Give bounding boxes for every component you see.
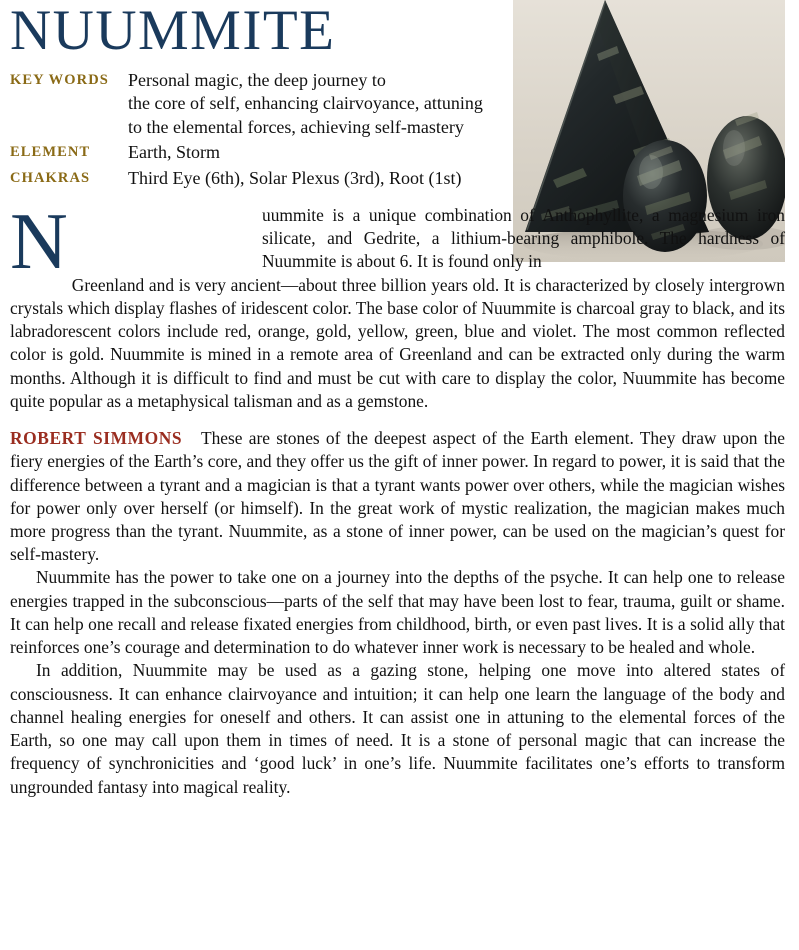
fact-label-keywords: KEY WORDS	[10, 72, 109, 88]
simmons-paragraph-1	[10, 427, 785, 566]
fact-value-chakras: Third Eye (6th), Solar Plexus (3rd), Root (1st)	[128, 167, 462, 188]
intro-paragraph	[10, 197, 785, 413]
intro-remainder: Greenland and is very ancient—about three billion years old. It is characterized by closely intergrown crystals which display flashes of iridescent color. The base color of Nuummite is charcoal gray to black, and its labradorescent colors include red, orange, gold, yellow, green, blue and violet. The most common reflected color is gold. Nuummite is mined in a remote area of Greenland and can be extracted only during the warm months. Although it is difficult to find and must be cut with care to display the color, Nuummite has become quite popular as a metaphysical talisman and as a gemstone.	[10, 274, 785, 411]
keywords-line-3: to the elemental forces, achieving self-mastery	[128, 116, 464, 137]
simmons-paragraph-3: In addition, Nuummite may be used as a gazing stone, helping one move into altered states of consciousness. It can enhance clairvoyance and intuition; it can help one learn the language of the body and channel healing energies for oneself and others. It can assist one in attuning to the elemental forces of the Earth, so one may call upon them in times of need. It is a stone of personal magic that can increase the frequency of synchronicities and ‘good luck’ in one’s life. Nuummite facilitates one’s efforts to transform ungrounded fantasy into magical reality.	[10, 660, 785, 797]
simmons-paragraph-2: Nuummite has the power to take one on a journey into the depths of the psyche. It can help one to release energies trapped in the subconscious—parts of the self that may have been lost to fear, trauma, guilt or shame. It can help one recall and release fixated energies from childhood, birth, or even past lives. It is a solid ally that reinforces one’s courage and determination to do whatever inner work is necessary to be healed and whole.	[10, 567, 785, 658]
intro-first-lines: uummite is a unique combination of Anthophyllite, a magnesium iron silicate, and Gedrite, a lithium-bearing amphibole. The hardness of Nuummite is about 6. It is found only in	[262, 204, 785, 272]
byline-robert-simmons: ROBERT SIMMONS	[10, 428, 183, 449]
fact-row-chakras	[10, 167, 500, 190]
fact-label-element: ELEMENT	[10, 144, 91, 161]
body-text	[10, 197, 785, 799]
fact-label-chakras: CHAKRAS	[10, 169, 91, 186]
drop-cap: N	[10, 197, 68, 286]
simmons-paragraph-1-text: These are stones of the deepest aspect of the Earth element. They draw upon the fiery energies of the Earth’s core, and they offer us the gift of inner power. In regard to power, it is said that the difference between a tyrant and a magician is that a tyrant wants power over others, while the magician wishes for power only over herself (or himself). In the great work of mystic realization, the magician makes much more progress than the tyrant. Nuummite, as a stone of inner power, can be used on the magician’s quest for self-mastery.	[10, 428, 785, 565]
fact-value-element: Earth, Storm	[128, 142, 220, 163]
fact-row-element	[10, 141, 500, 164]
fact-row-keywords	[10, 69, 500, 139]
section-spacer	[10, 413, 785, 427]
simmons-section	[10, 427, 785, 799]
intro-first-lines-wrap	[262, 204, 785, 274]
keywords-line-1: Personal magic, the deep journey to	[128, 70, 386, 90]
page-title: NUUMMITE	[10, 0, 336, 62]
fact-value-keywords	[128, 69, 483, 139]
key-facts	[10, 69, 500, 190]
keywords-line-2: the core of self, enhancing clairvoyance, attuning	[128, 93, 483, 114]
